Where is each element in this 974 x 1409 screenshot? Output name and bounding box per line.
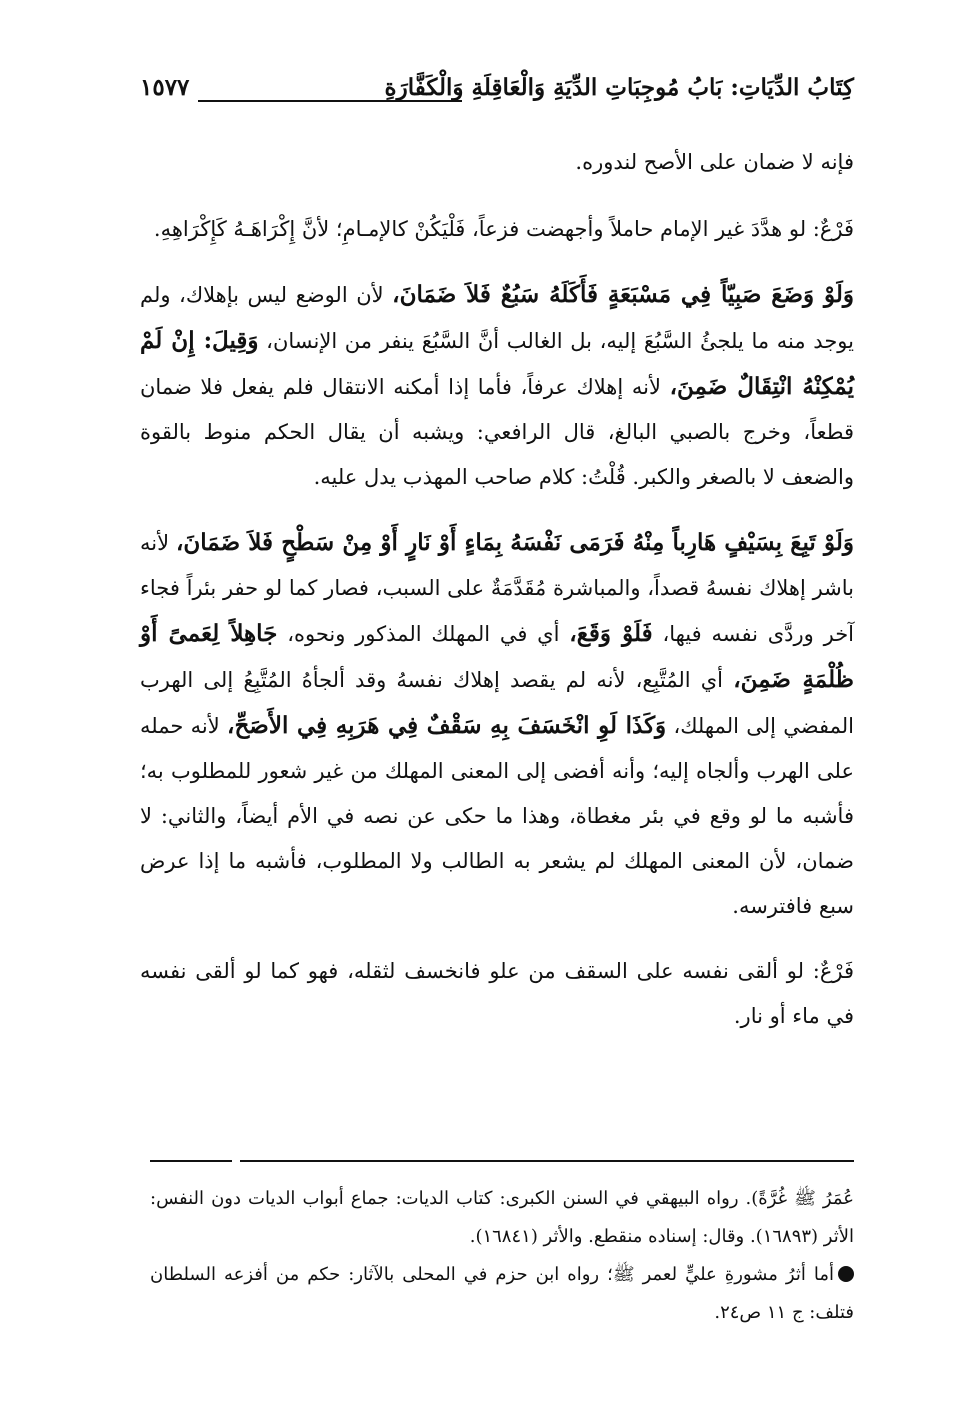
paragraph-1: فإنه لا ضمان على الأصح لندوره. <box>575 150 854 174</box>
matn-text: وَقِيلَ: إِنْ لَمْ يُمْكِنْهُ انْتِقَالٌ ضَمِنَ، <box>140 327 854 400</box>
matn-text: جَاهِلاً لِعَمىً أَوْ ظُلْمَةٍ ضَمِنَ، <box>140 620 854 693</box>
commentary-text: أي المُتَّبِع، لأنه لم يقصد إهلاك نفسهُ وقد ألجأهُ المُتَّبِعُ إلى الهرب المفضي إلى المهلك، <box>140 668 854 738</box>
commentary-text: أي في المهلك المذكور ونحوه، <box>277 622 570 646</box>
paragraph-5: فَرْعٌ: لو ألقى نفسه على السقف من علو فانخسف لثقله، فهو كما لو ألقى نفسه في ماء أو نار. <box>140 959 854 1028</box>
paragraph-2: فَرْعٌ: لو هدَّدَ غير الإمام حاملاً وأجهضت فزعاً، فَلْيَكُنْ كالإمـامِ؛ لأنَّ إِكْرَاهَـهُ كَإِكْرَاهِهِ. <box>153 217 854 241</box>
matn-text: فَلَوْ وَقَعَ، <box>569 620 653 647</box>
matn-text: وَكَذَا لَوِ انْخَسَفَ بِهِ سَقْفٌ فِي هَرَبِهِ فِي الأَصَحِّ، <box>227 712 667 739</box>
footnote-2-text: أما أثرُ مشورةِ عليٍّ لعمر ﷺ؛ رواه ابن حزم في المحلى بالآثار: حكم من أفزعه السلطان فتلف: ج ١١ ص٢٤. <box>150 1264 854 1323</box>
footnote-1: عُمَرُ ﷺ غُرَّةً). رواه البيهقي في السنن الكبرى: كتاب الديات: جماع أبواب الديات دون النفس: الأثر (١٦٨٩٣). وقال: إسناده منقطع. والأثر (١٦٨٤١). <box>150 1188 854 1247</box>
paragraph-3 <box>140 272 854 500</box>
paragraph-4 <box>140 520 854 929</box>
commentary-text: لأنه باشر إهلاك نفسهُ قصداً، والمباشرة مُقَدَّمَةٌ على السبب، فصار كما لو حفر بئراً فجاء آخر وردَّى نفسه فيها، <box>140 531 855 646</box>
running-title: كِتَابُ الدِّيَاتِ: بَابُ مُوجِبَاتِ الدِّيَةِ وَالْعَاقِلَةِ وَالْكَفَّارَةِ <box>384 74 854 101</box>
footnotes <box>150 1180 854 1332</box>
footnote-rule <box>150 1160 232 1162</box>
footnote-2 <box>150 1256 854 1332</box>
footnote-marker-icon <box>838 1266 854 1282</box>
matn-text: وَلَوْ وَضَعَ صَبِيّاً فِي مَسْبَعَةٍ فَأَكَلَهُ سَبُعٌ فَلاَ ضَمَانَ، <box>392 281 854 308</box>
matn-text: وَلَوْ تَبِعَ بِسَيْفٍ هَارِباً مِنْهُ فَرَمَى نَفْسَهُ بِمَاءٍ أَوْ نَارٍ أَوْ مِنْ سَطْحٍ فَلاَ ضَمَانَ، <box>175 529 854 556</box>
footnote-rule <box>240 1160 854 1162</box>
page-header <box>140 74 854 108</box>
page-number: ١٥٧٧ <box>140 74 190 101</box>
commentary-text: لأنه حمله على الهرب وألجاه إليه؛ وأنه أفضى إلى المعنى المهلك من غير شعور للمطلوب به؛ فأشبه ما لو وقع في بئر مغطاة، وهذا ما حكى عن نصه في الأم أيضاً، والثاني: لا ضمان، لأن المعنى المهلك لم يشعر به الطالب ولا المطلوب، فأشبه ما إذا عرض سبع فافترسه. <box>140 714 854 918</box>
footnote-separator <box>150 1160 854 1164</box>
commentary-text: لأن الوضع ليس بإهلاك، ولم يوجد منه ما يلجئُ السَّبُعَ إليه، بل الغالب أنَّ السَّبُعَ ينفر من الإنسان، <box>140 283 854 353</box>
header-rule <box>198 100 462 102</box>
commentary-text: لأنه إهلاك عرفاً، فأما إذا أمكنه الانتقال فلم يفعل فلا ضمان قطعاً، وخرج بالصبي البالغ، قال الرافعي: ويشبه أن يقال الحكم منوط بالقوة والضعف لا بالصغر والكبر. قُلْتُ: كلام صاحب المهذب يدل عليه. <box>140 375 854 489</box>
main-text <box>140 140 854 1059</box>
